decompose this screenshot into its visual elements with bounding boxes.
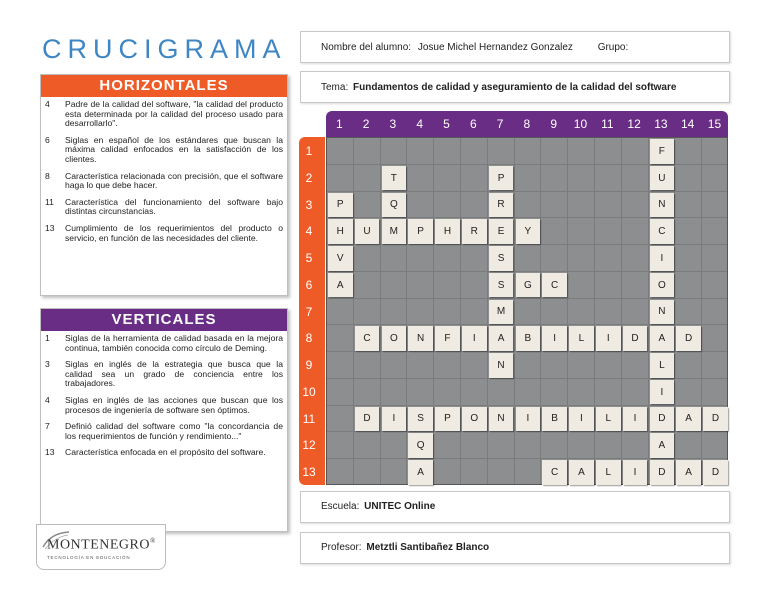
crossword-cell[interactable]: N xyxy=(408,326,433,351)
crossword-cell[interactable]: U xyxy=(355,219,380,244)
clue-number: 8 xyxy=(45,170,50,181)
clue-item xyxy=(45,224,283,243)
row-number: 12 xyxy=(302,438,316,453)
crossword-cell[interactable]: Q xyxy=(408,433,433,458)
column-number: 4 xyxy=(416,117,424,131)
crossword-cell[interactable]: D xyxy=(676,326,701,351)
tema-box xyxy=(300,71,730,103)
crossword-cell[interactable]: R xyxy=(489,193,514,218)
clue-item xyxy=(45,360,283,389)
clue-text: Cumplimiento de los requerimientos del producto o servicio, en función de las necesidades del cliente. xyxy=(65,222,283,243)
escuela-value: UNITEC Online xyxy=(364,501,436,512)
clue-number: 13 xyxy=(45,222,55,233)
clue-text: Característica enfocada en el propósito del software. xyxy=(65,447,266,458)
crossword-cell[interactable]: H xyxy=(328,219,353,244)
clue-text: Padre de la calidad del software, "la calidad del producto esta determinada por la calidad del proceso usado para desarrollarlo". xyxy=(65,99,283,129)
crossword-cell[interactable]: P xyxy=(328,193,353,218)
crossword-cell[interactable]: I xyxy=(542,326,567,351)
crossword-cell[interactable]: D xyxy=(650,460,675,485)
crossword-cell[interactable]: A xyxy=(569,460,594,485)
crossword-cell[interactable]: B xyxy=(516,326,541,351)
column-number: 9 xyxy=(550,117,558,131)
clue-number: 11 xyxy=(45,196,54,207)
column-number: 12 xyxy=(627,117,641,131)
crossword-cell[interactable]: I xyxy=(462,326,487,351)
grid-line xyxy=(327,458,727,459)
clue-item xyxy=(45,100,283,129)
clue-number: 6 xyxy=(45,134,50,145)
row-number: 7 xyxy=(305,304,313,319)
horizontales-clues xyxy=(41,97,287,243)
crossword-cell[interactable]: B xyxy=(542,407,567,432)
crossword-cell[interactable]: I xyxy=(650,380,675,405)
crossword-cell[interactable]: D xyxy=(703,407,728,432)
crossword-cell[interactable]: O xyxy=(382,326,407,351)
clue-item xyxy=(45,136,283,165)
crossword-cell[interactable]: T xyxy=(382,166,407,191)
clue-text: Siglas de la herramienta de calidad basada en la mejora continua, también conocida como círculo de Deming. xyxy=(65,333,283,353)
column-number: 6 xyxy=(469,117,477,131)
crossword-cell[interactable]: L xyxy=(569,326,594,351)
crossword-cell[interactable]: D xyxy=(650,407,675,432)
crossword-cell[interactable]: P xyxy=(489,166,514,191)
crossword-cell[interactable]: Y xyxy=(516,219,541,244)
crossword-cell[interactable]: I xyxy=(650,246,675,271)
clue-number: 4 xyxy=(45,99,50,109)
logo-wordmark: MONTENEGRO® xyxy=(47,537,156,553)
crossword-cell[interactable]: C xyxy=(650,219,675,244)
grid-line xyxy=(327,324,727,325)
profesor-label: Profesor: xyxy=(321,542,362,553)
crossword-cell[interactable]: V xyxy=(328,246,353,271)
grid-line xyxy=(327,164,727,165)
tema-value: Fundamentos de calidad y aseguramiento de la calidad del software xyxy=(353,82,677,93)
clue-text: Siglas en inglés de la estrategia que busca que la calidad sea un grado de conciencia entre los trabajadores. xyxy=(65,359,283,389)
logo-tagline: TECNOLOGÍA EN EDUCACIÓN xyxy=(47,555,131,560)
row-number: 11 xyxy=(302,411,316,426)
column-number: 5 xyxy=(443,117,450,131)
crossword-cell[interactable]: I xyxy=(623,460,648,485)
verticales-clues xyxy=(41,331,287,458)
clue-number: 13 xyxy=(45,447,55,458)
montenegro-logo xyxy=(36,524,166,570)
grid-line xyxy=(327,244,727,245)
row-number: 9 xyxy=(305,358,313,373)
clue-text: Siglas en español de los estándares que buscan la máxima calidad enfocados en la satisfacción de los clientes. xyxy=(65,134,283,164)
crossword-cell[interactable]: C xyxy=(542,460,567,485)
crossword-cell[interactable]: L xyxy=(596,460,621,485)
crossword-cell[interactable]: C xyxy=(355,326,380,351)
crossword-cell[interactable]: A xyxy=(676,460,701,485)
row-number: 8 xyxy=(305,331,313,346)
verticales-panel xyxy=(40,308,288,532)
crossword-cell[interactable]: D xyxy=(355,407,380,432)
crossword-cell[interactable]: P xyxy=(408,219,433,244)
crossword-cell[interactable]: D xyxy=(703,460,728,485)
crossword-cell[interactable]: F xyxy=(650,139,675,164)
grid-line xyxy=(327,431,727,432)
alumno-label: Nombre del alumno: xyxy=(321,42,412,53)
horizontales-panel xyxy=(40,74,288,296)
alumno-value: Josue Michel Hernandez Gonzalez xyxy=(417,42,573,53)
crossword-cell[interactable]: U xyxy=(650,166,675,191)
crossword-cell[interactable]: Q xyxy=(382,193,407,218)
grid-line xyxy=(327,298,727,299)
clue-number: 7 xyxy=(45,421,50,432)
crossword-cell[interactable]: A xyxy=(408,460,433,485)
row-number: 13 xyxy=(302,465,316,480)
row-number: 2 xyxy=(305,170,313,185)
crossword-cell[interactable]: R xyxy=(462,219,487,244)
crossword-cell[interactable]: D xyxy=(623,326,648,351)
grupo-label: Grupo: xyxy=(597,42,629,53)
crossword-cell[interactable]: A xyxy=(676,407,701,432)
row-number: 5 xyxy=(305,251,313,266)
clue-number: 4 xyxy=(45,394,50,405)
crossword-cell[interactable]: S xyxy=(489,246,514,271)
verticales-header: VERTICALES xyxy=(41,309,287,331)
crossword-cell[interactable]: G xyxy=(516,273,541,298)
crossword-cell[interactable]: I xyxy=(382,407,407,432)
crossword-cell[interactable]: A xyxy=(650,326,675,351)
grid-line xyxy=(327,191,727,192)
clue-item xyxy=(45,448,283,458)
grid-line xyxy=(327,271,727,272)
crossword-cell[interactable]: N xyxy=(650,193,675,218)
tema-label: Tema: xyxy=(321,82,349,93)
profesor-value: Metztli Santibañez Blanco xyxy=(366,542,490,553)
crossword-cell[interactable]: F xyxy=(435,326,460,351)
alumno-box xyxy=(300,31,730,63)
clue-item xyxy=(45,422,283,441)
grid-line xyxy=(327,405,727,406)
crossword-cell[interactable]: O xyxy=(650,273,675,298)
clue-text: Característica del funcionamiento del software bajo distintas circunstancias. xyxy=(65,196,283,217)
crossword-cell[interactable]: M xyxy=(382,219,407,244)
crossword-cell[interactable]: I xyxy=(623,407,648,432)
crossword-cell[interactable]: M xyxy=(489,300,514,325)
clue-item xyxy=(45,172,283,191)
row-number: 6 xyxy=(305,277,313,292)
crossword-cell[interactable]: O xyxy=(462,407,487,432)
crossword-cell[interactable]: P xyxy=(435,407,460,432)
row-header-bar xyxy=(299,137,325,485)
escuela-label: Escuela: xyxy=(321,501,360,512)
clue-number: 1 xyxy=(45,333,50,343)
crossword-cell[interactable]: A xyxy=(489,326,514,351)
clue-number: 3 xyxy=(45,359,50,370)
clue-item xyxy=(45,396,283,415)
crossword-cell[interactable]: A xyxy=(650,433,675,458)
page-title: CRUCIGRAMA xyxy=(42,34,287,64)
row-number: 3 xyxy=(305,197,313,212)
column-number: 15 xyxy=(707,117,722,131)
column-number: 13 xyxy=(654,117,668,131)
crossword-cell[interactable]: S xyxy=(489,273,514,298)
profesor-box xyxy=(300,532,730,564)
column-number: 11 xyxy=(601,117,614,131)
column-number: 14 xyxy=(681,117,695,131)
clue-item xyxy=(45,334,283,353)
grid-line xyxy=(327,217,727,218)
crossword-cell[interactable]: L xyxy=(650,353,675,378)
grid-line xyxy=(327,378,727,379)
grid-line xyxy=(327,351,727,352)
row-number: 10 xyxy=(302,384,316,399)
column-number: 8 xyxy=(523,117,531,131)
crossword-cell[interactable]: I xyxy=(596,326,621,351)
column-number: 1 xyxy=(335,117,343,131)
horizontales-header: HORIZONTALES xyxy=(41,75,287,97)
clue-text: Definió calidad del software como "la concordancia de los requerimientos de función y rendimiento..." xyxy=(65,421,283,441)
column-number: 2 xyxy=(362,117,370,131)
crossword-cell[interactable]: L xyxy=(596,407,621,432)
column-number: 3 xyxy=(389,117,397,131)
column-number: 7 xyxy=(496,117,504,131)
clue-text: Característica relacionada con precisión, que el software haga lo que debe hacer. xyxy=(65,170,283,191)
crossword-cell[interactable]: H xyxy=(435,219,460,244)
column-number: 10 xyxy=(573,117,588,131)
row-number: 4 xyxy=(305,224,313,239)
crossword-cell[interactable]: A xyxy=(328,273,353,298)
crossword-cell[interactable]: I xyxy=(516,407,541,432)
crossword-cell[interactable]: C xyxy=(542,273,567,298)
crossword-cell[interactable]: N xyxy=(650,300,675,325)
crossword-cell[interactable]: I xyxy=(569,407,594,432)
crossword-cell[interactable]: E xyxy=(489,219,514,244)
column-header-bar xyxy=(326,111,728,137)
clue-text: Siglas en inglés de las acciones que buscan que los procesos de ingeniería de software sen óptimos. xyxy=(65,394,283,415)
crossword-cell[interactable]: N xyxy=(489,407,514,432)
crossword-grid xyxy=(326,137,728,485)
clue-item xyxy=(45,198,283,217)
crossword-cell[interactable]: S xyxy=(408,407,433,432)
escuela-box xyxy=(300,491,730,523)
row-number: 1 xyxy=(305,144,313,158)
crossword-cell[interactable]: N xyxy=(489,353,514,378)
